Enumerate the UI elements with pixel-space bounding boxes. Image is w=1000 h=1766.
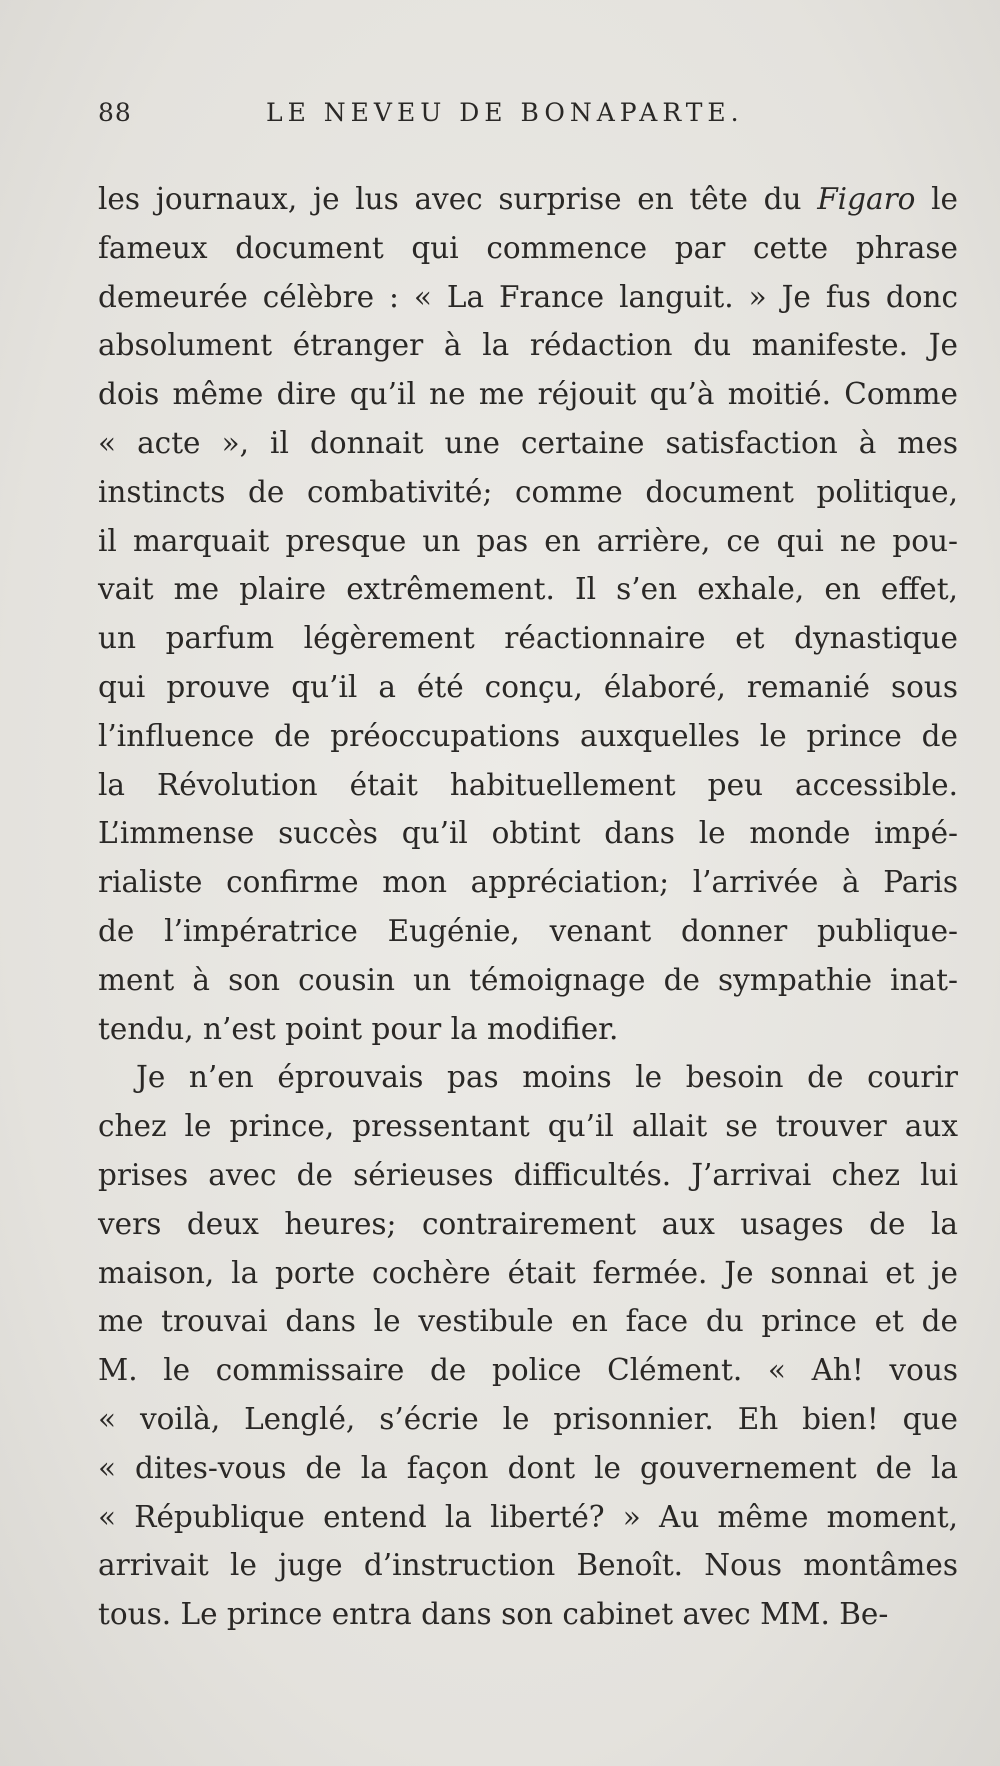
text-line: « dites-vous de la façon dont le gouvernement de la (98, 1450, 958, 1485)
text-line: demeurée célèbre : « La France languit. » Je fus donc (98, 279, 958, 314)
text-line: arrivait le juge d’instruction Benoît. Nous montâmes (98, 1548, 958, 1583)
text-line: de l’impératrice Eugénie, venant donner publique- (98, 913, 958, 948)
text-line: la Révolution était habituellement peu accessible. (98, 767, 958, 802)
text-line: vers deux heures; contrairement aux usages de la (98, 1206, 958, 1241)
text-line: tous. Le prince entra dans son cabinet avec MM. Be- (98, 1597, 889, 1632)
text-line: L’immense succès qu’il obtint dans le monde impé- (98, 816, 958, 851)
text-line: Je n’en éprouvais pas moins le besoin de courir (136, 1060, 958, 1095)
italic-title: Figaro (817, 182, 916, 216)
text-line: instincts de combativité; comme document politique, (98, 474, 958, 509)
text-line: maison, la porte cochère était fermée. Je sonnai et je (98, 1255, 958, 1290)
text-line: qui prouve qu’il a été conçu, élaboré, remanié sous (98, 669, 958, 704)
text-line: ment à son cousin un témoignage de sympathie inat- (98, 962, 958, 997)
text-line: me trouvai dans le vestibule en face du prince et de (98, 1304, 958, 1339)
running-title: LE NEVEU DE BONAPARTE. (266, 98, 744, 127)
page-number: 88 (98, 98, 132, 127)
text-line: l’influence de préoccupations auxquelles le prince de (98, 718, 958, 753)
page-header (98, 98, 958, 138)
text-line: un parfum légèrement réactionnaire et dynastique (98, 621, 958, 656)
text-line: rialiste confirme mon appréciation; l’arrivée à Paris (98, 865, 958, 900)
text-line: absolument étranger à la rédaction du manifeste. Je (98, 328, 958, 363)
text-line: prises avec de sérieuses difficultés. J’arrivai chez lui (98, 1157, 958, 1192)
paragraph (98, 175, 958, 1053)
text-line: dois même dire qu’il ne me réjouit qu’à moitié. Comme (98, 377, 958, 412)
text-line: « acte », il donnait une certaine satisfaction à mes (98, 425, 958, 460)
text-line: fameux document qui commence par cette phrase (98, 230, 958, 265)
text-line: vait me plaire extrêmement. Il s’en exhale, en effet, (98, 572, 958, 607)
text-line: M. le commissaire de police Clément. « Ah! vous (98, 1353, 958, 1388)
text-line: tendu, n’est point pour la modifier. (98, 1011, 619, 1046)
text-line: il marquait presque un pas en arrière, ce qui ne pou- (98, 523, 958, 558)
text-line: « voilà, Lenglé, s’écrie le prisonnier. Eh bien! que (98, 1401, 958, 1436)
paragraph (98, 1053, 958, 1639)
text-line: chez le prince, pressentant qu’il allait se trouver aux (98, 1109, 958, 1144)
text-line: les journaux, je lus avec surprise en tête du Figaro le (98, 182, 958, 216)
body-text (98, 175, 958, 1639)
text-line: « République entend la liberté? » Au même moment, (98, 1499, 958, 1534)
